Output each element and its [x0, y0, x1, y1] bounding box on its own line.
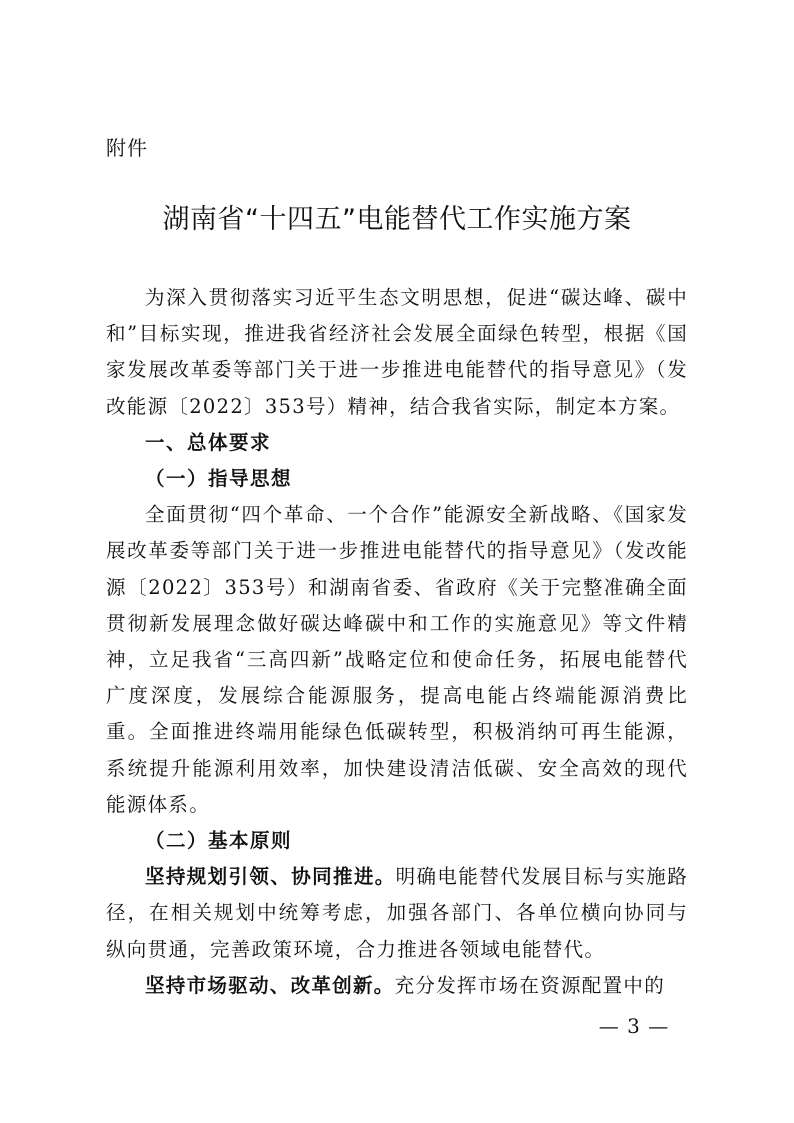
guiding-ideology-paragraph: 全面贯彻“四个革命、一个合作”能源安全新战略、《国家发展改革委等部门关于进一步推进电能替代的指导意见》（发改能源〔2022〕353号）和湖南省委、省政府《关于完整准确全面贯彻新发展理念做好碳达峰碳中和工作的实施意见》等文件精神，立足我省“三高四新”战略定位和使命任务，拓展电能替代广度深度，发展综合能源服务，提高电能占终端能源消费比重。全面推进终端用能绿色低碳转型，积极消纳可再生能源，系统提升能源利用效率，加快建设清洁低碳、安全高效的现代能源体系。 [106, 503, 688, 816]
principle-text-market: 充分发挥市场在资源配置中的 [394, 973, 666, 997]
attachment-label: 附件 [106, 136, 148, 160]
subsection-heading-guiding-ideology: （一）指导思想 [145, 467, 293, 491]
page-number: — 3 — [598, 1014, 670, 1038]
subsection-heading-basic-principles: （二）基本原则 [145, 829, 293, 853]
document-body [106, 280, 688, 1004]
principle-paragraph-planning [106, 859, 688, 968]
intro-paragraph: 为深入贯彻落实习近平生态文明思想，促进“碳达峰、碳中和”目标实现，推进我省经济社会发展全面绿色转型，根据《国家发展改革委等部门关于进一步推进电能替代的指导意见》（发改能源〔2022〕353号）精神，结合我省实际，制定本方案。 [106, 286, 688, 418]
principle-lead-market: 坚持市场驱动、改革创新。 [145, 973, 395, 997]
principle-paragraph-market [106, 968, 688, 1004]
section-heading-general-requirements: 一、总体要求 [145, 430, 272, 454]
principle-lead-planning: 坚持规划引领、协同推进。 [145, 865, 396, 889]
document-title: 湖南省“十四五”电能替代工作实施方案 [162, 204, 632, 235]
principle-text-planning: 明确电能替代发展目标与实施路径，在相关规划中统筹考虑，加强各部门、各单位横向协同与纵向贯通，完善政策环境，合力推进各领域电能替代。 [106, 865, 688, 961]
